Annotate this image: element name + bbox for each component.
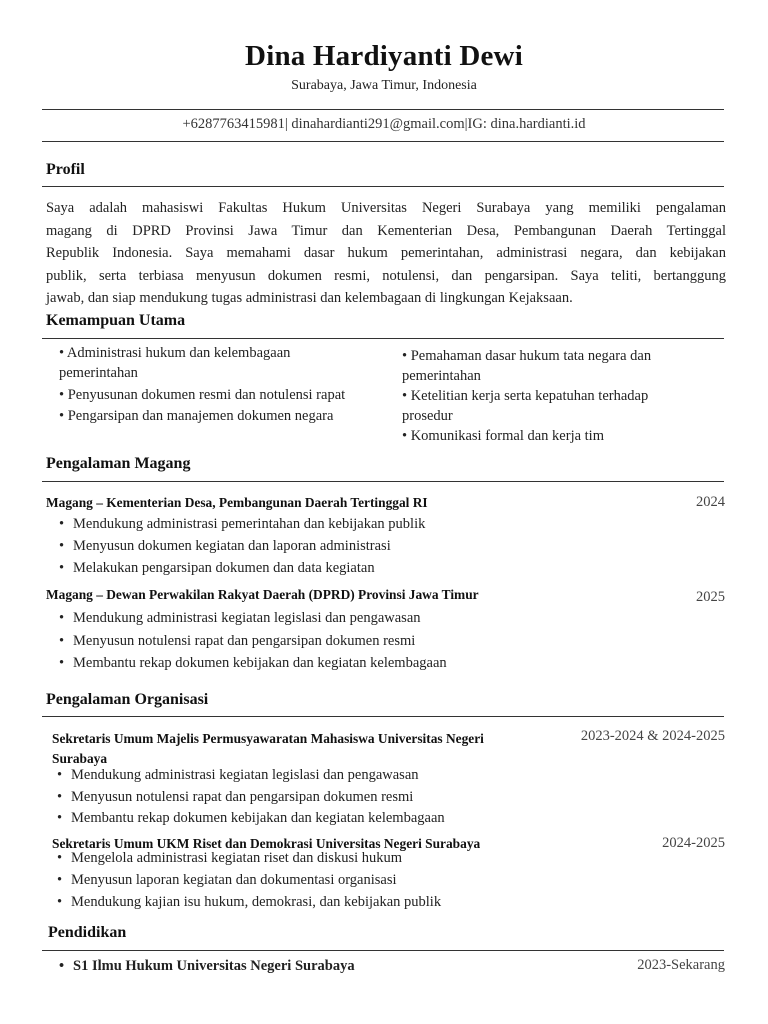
organization-date: 2024-2025 xyxy=(662,835,725,851)
section-title-education: Pendidikan xyxy=(48,924,127,941)
skills-left-column xyxy=(59,343,389,426)
organization-date: 2023-2024 & 2024-2025 xyxy=(580,728,725,744)
skill-item: • Pemahaman dasar hukum tata negara dan xyxy=(402,348,652,364)
organization-title-line: Sekretaris Umum Majelis Permusyawaratan Mahasiswa Universitas Negeri xyxy=(52,731,484,746)
section-divider-organization xyxy=(42,716,724,717)
profile-line: Saya adalah mahasiswi Fakultas Hukum Universitas Negeri Surabaya yang memiliki pengalaman xyxy=(46,200,726,216)
profile-paragraph xyxy=(46,197,726,310)
organization-bullet: • Mengelola administrasi kegiatan riset dan diskusi hukum xyxy=(71,850,402,867)
organization-title xyxy=(52,729,484,769)
skill-item: • Komunikasi formal dan kerja tim xyxy=(402,428,604,444)
section-title-organization: Pengalaman Organisasi xyxy=(46,691,209,708)
section-title-profil: Profil xyxy=(46,161,85,178)
profile-line: Republik Indonesia. Saya memahami dasar hukum pemerintahan, administrasi negara, dan kebijakan xyxy=(46,245,726,261)
internship-bullet: • Menyusun dokumen kegiatan dan laporan administrasi xyxy=(73,538,391,555)
internship-bullet: • Mendukung administrasi kegiatan legislasi dan pengawasan xyxy=(73,610,421,627)
header-bottom-divider xyxy=(42,141,724,142)
organization-bullet: • Mendukung administrasi kegiatan legislasi dan pengawasan xyxy=(71,767,419,784)
internship-bullet: • Melakukan pengarsipan dokumen dan data kegiatan xyxy=(73,560,375,577)
internship-title: Magang – Kementerian Desa, Pembangunan Daerah Tertinggal RI xyxy=(46,495,428,510)
section-divider-profil xyxy=(42,186,724,187)
skill-item-continued: prosedur xyxy=(402,408,453,424)
organization-title-line: Surabaya xyxy=(52,751,108,766)
internship-bullet: • Membantu rekap dokumen kebijakan dan kegiatan kelembagaan xyxy=(73,655,447,672)
skill-item: • Penyusunan dokumen resmi dan notulensi rapat xyxy=(59,387,346,403)
profile-line: publik, serta terbiasa menyusun dokumen resmi, notulensi, dan pengarsipan. Saya teliti, bertanggung xyxy=(46,267,726,284)
education-date: 2023-Sekarang xyxy=(637,957,725,973)
internship-bullet: • Mendukung administrasi pemerintahan dan kebijakan publik xyxy=(73,516,425,533)
resume-location: Surabaya, Jawa Timur, Indonesia xyxy=(291,78,477,93)
section-title-skills: Kemampuan Utama xyxy=(46,312,186,329)
skill-item: • Pengarsipan dan manajemen dokumen negara xyxy=(59,408,334,424)
skill-item: • Ketelitian kerja serta kepatuhan terhadap xyxy=(402,388,649,404)
header-top-divider xyxy=(42,109,724,110)
organization-bullet: • Menyusun notulensi rapat dan pengarsipan dokumen resmi xyxy=(71,789,413,806)
organization-bullet: • Membantu rekap dokumen kebijakan dan kegiatan kelembagaan xyxy=(71,810,445,827)
section-divider-education xyxy=(42,950,724,951)
organization-bullet: • Menyusun laporan kegiatan dan dokumentasi organisasi xyxy=(71,872,397,889)
skills-right-column xyxy=(402,346,722,446)
internship-bullet: • Menyusun notulensi rapat dan pengarsipan dokumen resmi xyxy=(73,633,415,650)
skill-item-continued: pemerintahan xyxy=(402,368,481,384)
internship-date: 2025 xyxy=(696,589,725,605)
section-divider-internship xyxy=(42,481,724,482)
section-divider-skills xyxy=(42,338,724,339)
organization-bullet: • Mendukung kajian isu hukum, demokrasi, dan kebijakan publik xyxy=(71,894,441,911)
organization-title: Sekretaris Umum UKM Riset dan Demokrasi Universitas Negeri Surabaya xyxy=(52,836,481,851)
internship-date: 2024 xyxy=(696,494,725,510)
resume-name: Dina Hardiyanti Dewi xyxy=(245,40,523,72)
profile-line: magang di DPRD Provinsi Jawa Timur dan Kementerian Desa, Pembangunan Daerah Tertinggal xyxy=(46,222,726,239)
contact-info: +6287763415981| dinahardianti291@gmail.com|IG: dina.hardianti.id xyxy=(182,116,586,132)
internship-title: Magang – Dewan Perwakilan Rakyat Daerah (DPRD) Provinsi Jawa Timur xyxy=(46,587,479,602)
section-title-internship: Pengalaman Magang xyxy=(46,455,191,472)
skill-item: • Administrasi hukum dan kelembagaan xyxy=(59,345,291,361)
profile-line: jawab, dan siap mendukung tugas administrasi dan kelembagaan di lingkungan Kejaksaan. xyxy=(46,290,573,306)
skill-item-continued: pemerintahan xyxy=(59,365,138,381)
education-entry: • S1 Ilmu Hukum Universitas Negeri Surabaya xyxy=(73,958,355,975)
